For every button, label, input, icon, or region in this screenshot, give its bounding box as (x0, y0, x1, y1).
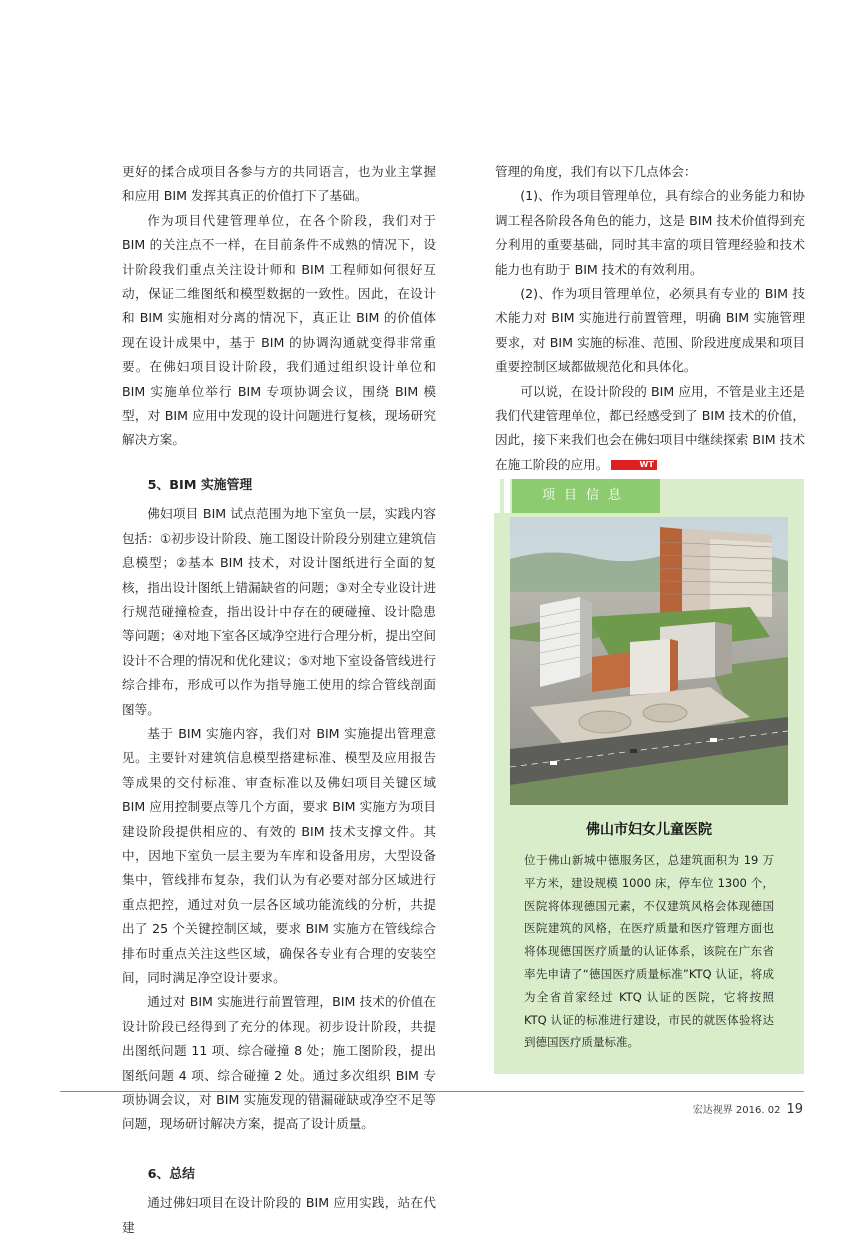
end-mark: WT (611, 460, 656, 470)
paragraph: (1)、作为项目管理单位，具有综合的业务能力和协调工程各阶段各角色的能力，这是 BIM 技术价值得到充分利用的重要基础，同时其丰富的项目管理经验和技术能力也有助于 BIM 技术的有效利用。 (495, 188, 805, 277)
hospital-rendering-image (510, 517, 788, 805)
page-footer (693, 1101, 803, 1117)
paragraph: 通过佛妇项目在设计阶段的 BIM 应用实践，站在代建 (122, 1195, 436, 1235)
left-column (122, 160, 436, 1240)
project-info-tag: 项目信息 (512, 479, 660, 513)
right-column (495, 160, 805, 477)
project-info-box (494, 479, 804, 1074)
paragraph: 更好的揉合成项目各参与方的共同语言，也为业主掌握和应用 BIM 发挥其真正的价值打下了基础。 (122, 164, 436, 204)
section-heading: 6、总结 (147, 1166, 195, 1182)
paragraph: 管理的角度，我们有以下几点体会： (495, 164, 697, 179)
section-heading: 5、BIM 实施管理 (147, 477, 253, 493)
hospital-description: 位于佛山新城中德服务区，总建筑面积为 19 万平方米，建设规模 1000 床，停车位 1300 个，医院将体现德国元素，不仅建筑风格会体现德国医院建筑的风格，在医疗质量和医疗管理方面也将体现德国医疗质量的认证体系，该院在广东省率先申请了“德国医疗质量标准”KTQ 认证，将成为全省首家经过 KTQ 认证的医院，它将按照 KTQ 认证的标准进行建设，市民的就医体验将达到德国医疗质量标准。 (524, 853, 774, 1050)
paragraph: 通过对 BIM 实施进行前置管理，BIM 技术的价值在设计阶段已经得到了充分的体现。初步设计阶段，共提出图纸问题 11 项、综合碰撞 8 处；施工图阶段，提出图纸问题 4 项、综合碰撞 2 处。通过多次组织 BIM 专项协调会议，对 BIM 实施发现的错漏碰缺或净空不足等问题，现场研讨解决方案，提高了设计质量。 (122, 994, 436, 1132)
paragraph: 佛妇项目 BIM 试点范围为地下室负一层，实践内容包括：①初步设计阶段、施工图设计阶段分别建立建筑信息模型；②基本 BIM 技术，对设计图纸进行全面的复核，指出设计图纸上错漏缺省的问题；③对全专业设计进行规范碰撞检查，指出设计中存在的硬碰撞、设计隐患等问题；④对地下室各区域净空进行合理分析，提出空间设计不合理的情况和优化建议；⑤对地下室设备管线进行综合排布，形成可以作为指导施工使用的综合管线剖面图等。 (122, 506, 436, 717)
magazine-name: 宏达视界 2016. 02 (692, 1105, 781, 1116)
paragraph: 基于 BIM 实施内容，我们对 BIM 实施提出管理意见。主要针对建筑信息模型搭建标准、模型及应用报告等成果的交付标准、审查标准以及佛妇项目关键区域 BIM 应用控制要点等几个方面，要求 BIM 实施方为项目建设阶段提供相应的、有效的 BIM 技术支撑文件。其中，因地下室负一层主要为车库和设备用房，大型设备集中，管线排布复杂，我们认为有必要对部分区域进行重点把控，通过对负一层各区域功能流线的分析，共提出了 25 个关键控制区域，要求 BIM 实施方在管线综合排布时重点关注这些区域，确保各专业有合理的安装空间，同时满足净空设计要求。 (122, 725, 436, 985)
hospital-title: 佛山市妇女儿童医院 (586, 822, 712, 838)
paragraph: (2)、作为项目管理单位，必须具有专业的 BIM 技术能力对 BIM 实施进行前置管理，明确 BIM 实施管理要求，对 BIM 实施的标准、范围、阶段进度成果和项目重要控制区域都做规范化和具体化。 (495, 286, 805, 375)
paragraph: 作为项目代建管理单位，在各个阶段，我们对于 BIM 的关注点不一样，在目前条件不成熟的情况下，设计阶段我们重点关注设计师和 BIM 工程师如何很好互动，保证二维图纸和模型数据的一致性。因此，在设计和 BIM 实施相对分离的情况下，真正让 BIM 的价值体现在设计成果中，基于 BIM 的协调沟通就变得非常重要。在佛妇项目设计阶段，我们通过组织设计单位和 BIM 实施单位举行 BIM 专项协调会议，围绕 BIM 模型，对 BIM 应用中发现的设计问题进行复核，现场研究解决方案。 (122, 212, 436, 448)
tab-stripe (504, 479, 510, 513)
tab-stripe (494, 479, 500, 513)
footer-divider (60, 1091, 804, 1092)
page-number: 19 (786, 1102, 803, 1117)
paragraph (495, 380, 805, 478)
paragraph-text: 可以说，在设计阶段的 BIM 应用，不管是业主还是我们代建管理单位，都已经感受到了 BIM 技术的价值，因此，接下来我们也会在佛妇项目中继续探索 BIM 技术在施工阶段的应用。 (495, 383, 805, 472)
